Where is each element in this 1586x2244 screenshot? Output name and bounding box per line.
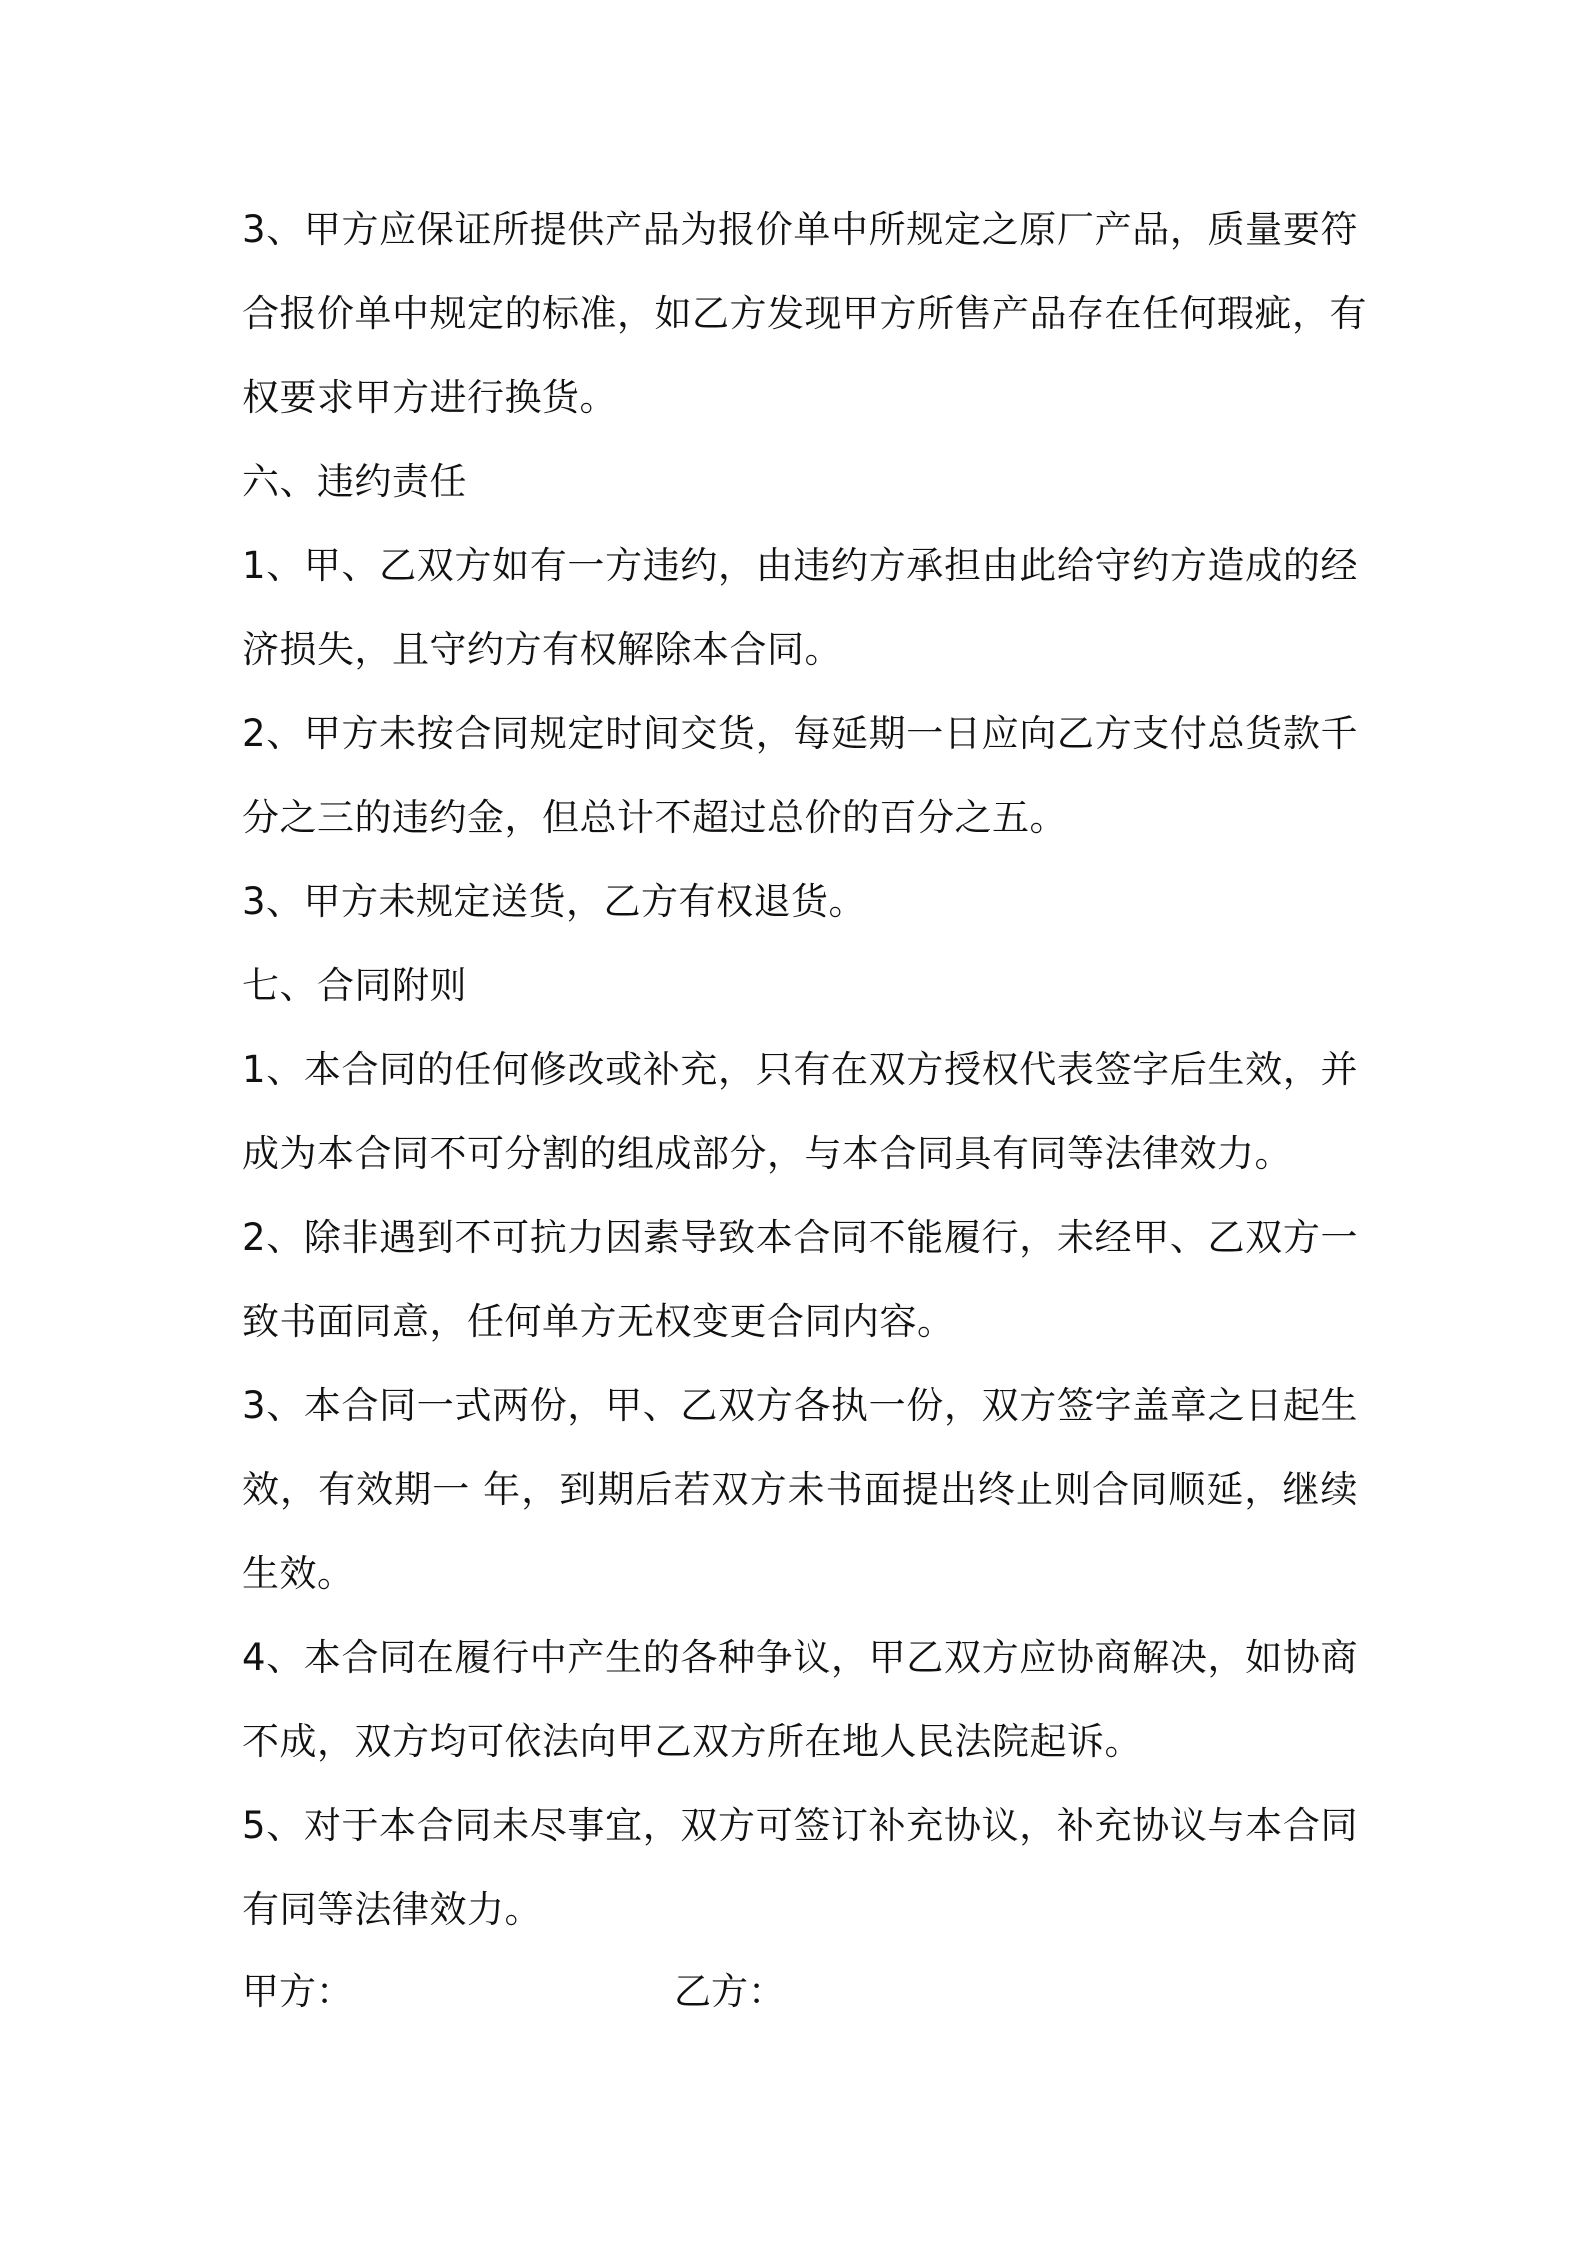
clause-line: 致书面同意，任何单方无权变更合同内容。 (242, 1300, 955, 1343)
clause-line: 合报价单中规定的标准，如乙方发现甲方所售产品存在任何瑕疵，有 (242, 292, 1367, 335)
clause-line: 3、甲方应保证所提供产品为报价单中所规定之原厂产品，质量要符 (242, 208, 1358, 251)
clause-line: 有同等法律效力。 (242, 1888, 542, 1931)
clause-line: 济损失，且守约方有权解除本合同。 (242, 628, 842, 671)
party-a-label: 甲方： (242, 1970, 353, 2013)
clause-line: 3、甲方未规定送货，乙方有权退货。 (242, 880, 867, 923)
clause-line: 2、除非遇到不可抗力因素导致本合同不能履行，未经甲、乙双方一 (242, 1216, 1358, 1259)
clause-line: 权要求甲方进行换货。 (242, 376, 617, 419)
clause-line: 4、本合同在履行中产生的各种争议，甲乙双方应协商解决，如协商 (242, 1636, 1358, 1679)
clause-line: 3、本合同一式两份，甲、乙双方各执一份，双方签字盖章之日起生 (242, 1384, 1358, 1427)
signature-row (242, 1962, 1358, 2022)
clause-line: 效，有效期一 年，到期后若双方未书面提出终止则合同顺延，继续 (242, 1468, 1358, 1511)
clause-line: 成为本合同不可分割的组成部分，与本合同具有同等法律效力。 (242, 1132, 1292, 1175)
clause-line: 分之三的违约金，但总计不超过总价的百分之五。 (242, 796, 1067, 839)
section-heading-breach: 六、违约责任 (242, 460, 467, 503)
contract-body (242, 200, 1367, 1964)
clause-line: 生效。 (242, 1552, 355, 1595)
clause-line: 1、甲、乙双方如有一方违约，由违约方承担由此给守约方造成的经 (242, 544, 1358, 587)
party-b-label: 乙方： (674, 1970, 785, 2013)
clause-line: 2、甲方未按合同规定时间交货，每延期一日应向乙方支付总货款千 (242, 712, 1358, 755)
clause-line: 5、对于本合同未尽事宜，双方可签订补充协议，补充协议与本合同 (242, 1804, 1358, 1847)
section-heading-appendix: 七、合同附则 (242, 964, 467, 1007)
clause-line: 不成，双方均可依法向甲乙双方所在地人民法院起诉。 (242, 1720, 1142, 1763)
clause-line: 1、本合同的任何修改或补充，只有在双方授权代表签字后生效，并 (242, 1048, 1358, 1091)
